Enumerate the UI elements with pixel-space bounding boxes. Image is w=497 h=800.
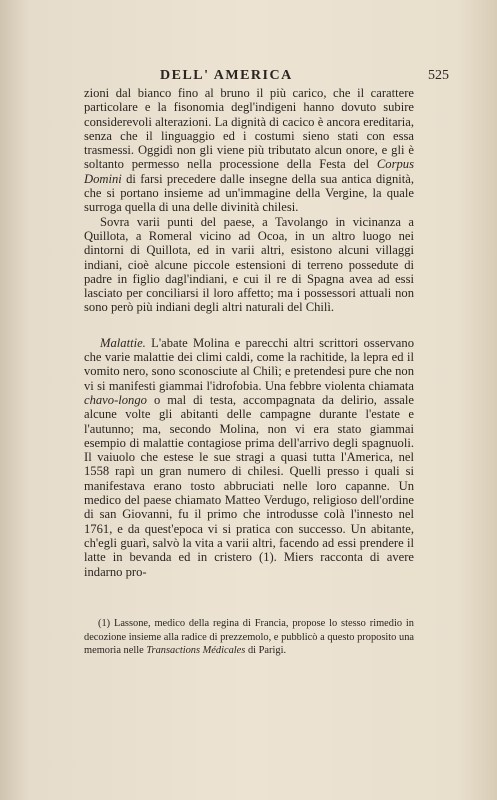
text-run: di farsi precedere dalle insegne della sua antica dignità, che si portano insieme ad un'immagine della Vergine, la quale surroga quella di una delle divinità chilesi. bbox=[84, 171, 415, 215]
paragraph: Sovra varii punti del paese, a Tavolango in vicinanza a Quillota, a Romeral vicino ad Ocoa, in un altro luogo nei dintorni di Quillota, ed in varii altri, esistono alcuni villaggi indiani, cioè alcune piccole estensioni di terreno possedute di padre in figlio dagl'indiani, e cui il re di Spagna avea ad essi lasciato per conciliarsi il loro affetto; ma i possessori attuali non sono però più indiani degli altri naturali del Chilì. bbox=[84, 214, 414, 315]
text-run: (1) Lassone, medico della regina di Francia, propose lo stesso rimedio in decozione insieme alla radice di prezzemolo, e pubblicò a questo proposito una memoria nelle bbox=[84, 618, 414, 657]
section-heading: Malattie. bbox=[100, 335, 146, 350]
page-header bbox=[84, 68, 449, 88]
body-text bbox=[84, 86, 414, 579]
italic-term: Corpus Domini bbox=[84, 157, 414, 186]
text-run: o mal di testa, accompagnata da delirio, assale alcune volte gli abitanti delle campagne durante l'estate e l'autunno; ma, secondo Molina, non vi era stato giammai esempio di malattie contagiose prima dell'arrivo degli spagnuoli. Il vaiuolo che estese le sue stragi a quasi tutta l'America, nel 1558 rapì un gran numero di chilesi. Quelli presso i quali si manifestava erano tosto abbruciati nelle loro capanne. Un medico del paese chiamato Matteo Verdugo, religioso dell'ordine di san Giovanni, fu il primo che introdusse colà l'innesto nel 1761, e da quest'epoca vi si pratica con successo. Un abitante, ch'egli guarì, salvò la vita a varii altri, facendo ad essi prendere il latte in bevanda ed in cristero (1). Miers racconta di avere indarno pro- bbox=[84, 392, 414, 579]
text-run: L'abate Molina e parecchi altri scrittori osservano che varie malattie dei climi caldi, come la rachitide, la lepra ed il vomito nero, sono sconosciute al Chilì; e pretendesi pure che non vi si manifesti giammai l'idrofobia. Una febbre violenta chiamata bbox=[84, 335, 414, 393]
footnote bbox=[84, 617, 414, 658]
text-run: zioni dal bianco fino al bruno il più carico, che il carattere particolare e la fisonomia degl'indigeni hanno dovuto subire considerevoli alterazioni. La dignità di cacico è ancora ereditaria, senza che il linguaggio ed i costumi sieno stati con essa trasmessi. Oggidì non gli viene più tributato alcun onore, e gli è soltanto permesso nella processione della Festa del bbox=[84, 86, 414, 172]
paragraph bbox=[84, 336, 414, 579]
running-head: DELL' AMERICA bbox=[160, 68, 293, 83]
section-gap bbox=[84, 315, 414, 336]
italic-term: chavo-longo bbox=[84, 392, 147, 407]
italic-term: Transactions Médicales bbox=[146, 645, 246, 657]
text-run: di Parigi. bbox=[247, 645, 287, 657]
paragraph bbox=[84, 86, 414, 215]
footnotes bbox=[84, 617, 414, 658]
page-number: 525 bbox=[428, 68, 449, 83]
